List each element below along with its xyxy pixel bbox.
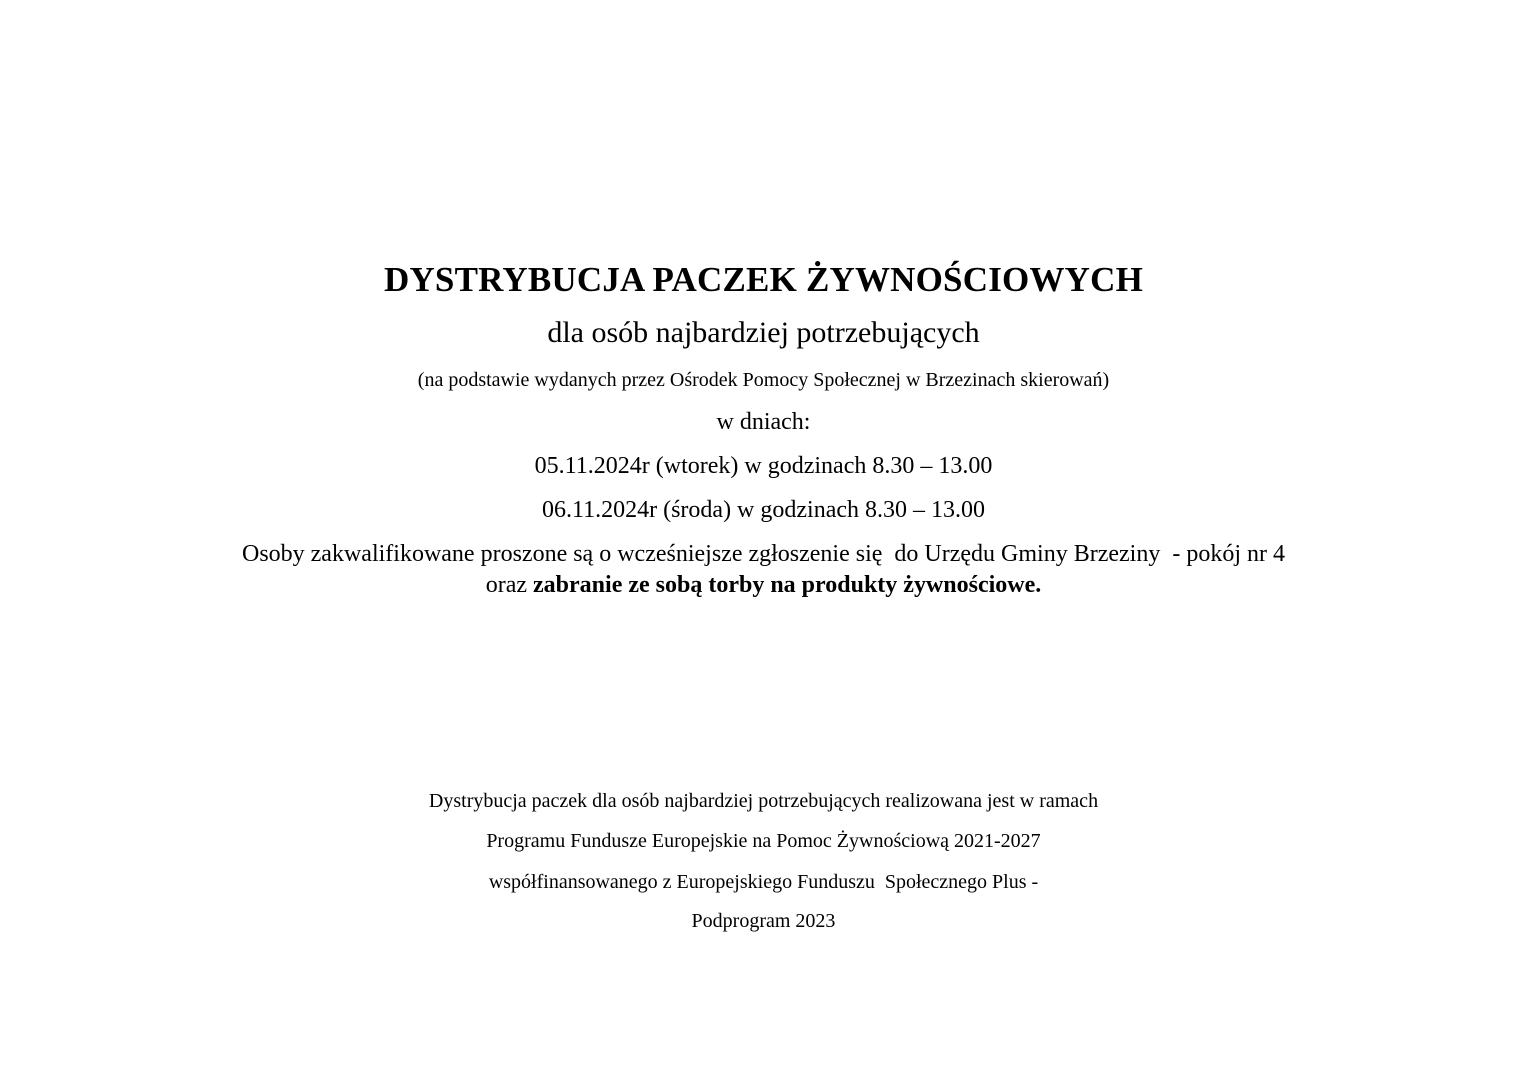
footer-line-2: Programu Fundusze Europejskie na Pomoc Żywnościową 2021-2027 [486, 830, 1041, 852]
document-subtitle: dla osób najbardziej potrzebujących [547, 316, 980, 349]
notice-line-2-emphasis: zabranie ze sobą torby na produkty żywnościowe. [533, 572, 1042, 598]
notice-line-2-prefix: oraz [485, 572, 534, 598]
distribution-date-2: 06.11.2024r (środa) w godzinach 8.30 – 13.00 [541, 497, 986, 523]
document-title: DYSTRYBUCJA PACZEK ŻYWNOŚCIOWYCH [383, 260, 1144, 299]
distribution-date-1: 05.11.2024r (wtorek) w godzinach 8.30 – 13.00 [534, 453, 993, 479]
footer-line-1: Dystrybucja paczek dla osób najbardziej potrzebujących realizowana jest w ramach [428, 790, 1099, 812]
days-label: w dniach: [716, 409, 811, 435]
notice-line-1: Osoby zakwalifikowane proszone są o wcześniejsze zgłoszenie się do Urzędu Gminy Brzeziny - pokój nr 4 [241, 541, 1285, 567]
notice-line-2 [0, 573, 1527, 597]
basis-note: (na podstawie wydanych przez Ośrodek Pomocy Społecznej w Brzezinach skierowań) [417, 369, 1110, 391]
footer-line-4: Podprogram 2023 [691, 910, 836, 932]
footer-line-3: współfinansowanego z Europejskiego Funduszu Społecznego Plus - [488, 871, 1039, 893]
